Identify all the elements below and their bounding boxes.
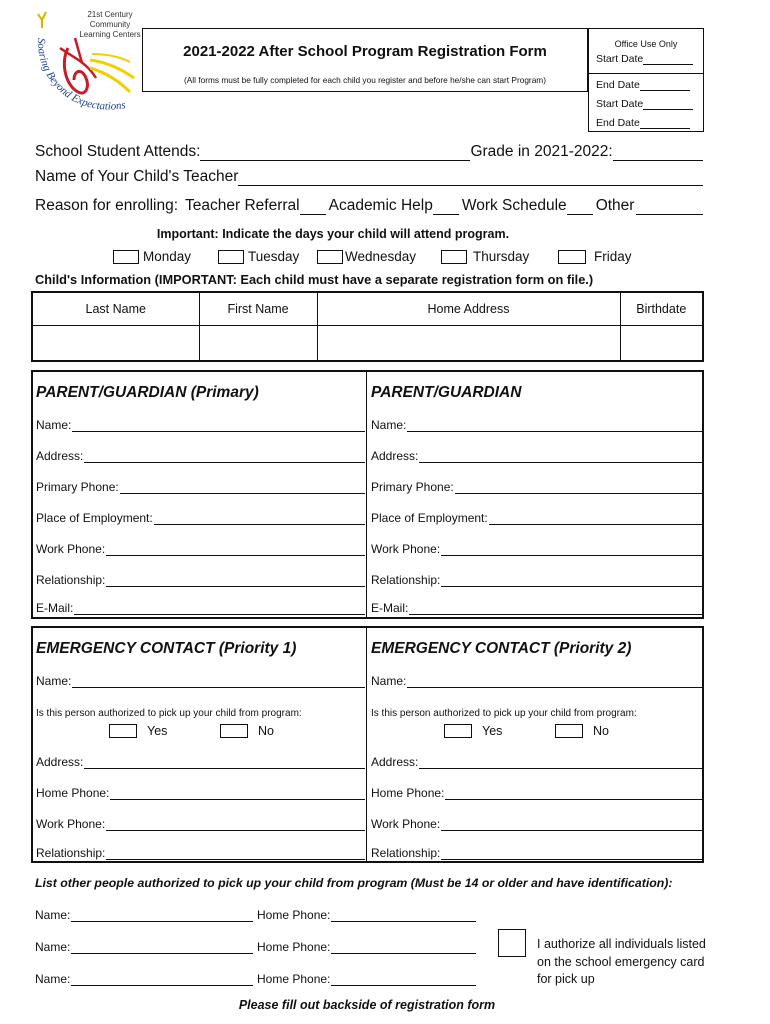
yes-checkbox[interactable] <box>444 724 472 738</box>
field-label: Primary Phone: <box>36 480 119 494</box>
field-underline[interactable] <box>441 544 703 556</box>
field-underline[interactable] <box>441 819 703 831</box>
field-underline[interactable] <box>106 575 365 587</box>
authorize-checkbox[interactable] <box>498 929 526 957</box>
field-label: Name: <box>35 972 71 986</box>
field-label: Name: <box>35 940 71 954</box>
field-label: Address: <box>371 755 419 769</box>
field-underline[interactable] <box>71 974 253 986</box>
thursday-checkbox[interactable] <box>441 250 467 264</box>
field-underline[interactable] <box>84 757 365 769</box>
day-monday[interactable] <box>113 249 191 264</box>
field-underline[interactable] <box>407 420 703 432</box>
parent-secondary-work-phone-field[interactable] <box>371 542 703 556</box>
day-label: Thursday <box>473 249 530 264</box>
parent-primary-work-phone-field[interactable] <box>36 542 365 556</box>
parent-primary-name-field[interactable] <box>36 418 365 432</box>
field-underline[interactable] <box>441 848 703 860</box>
other-person-2-name-field[interactable] <box>35 940 253 954</box>
emergency-1-title: EMERGENCY CONTACT (Priority 1) <box>36 640 297 657</box>
others-heading: List other people authorized to pick up your child from program (Must be 14 or older and have identification): <box>35 876 673 890</box>
field-label: Relationship: <box>371 846 441 860</box>
parent-primary-address-field[interactable] <box>36 449 365 463</box>
emergency-1-work-phone-field[interactable] <box>36 817 365 831</box>
field-label: Place of Employment: <box>371 511 488 525</box>
field-label: E-Mail: <box>36 601 74 615</box>
reason-work-schedule: Work Schedule <box>461 197 567 214</box>
parent-secondary-relationship-field[interactable] <box>371 573 703 587</box>
child-info-heading: Child's Information (IMPORTANT: Each child must have a separate registration form on file.) <box>35 272 594 287</box>
day-wednesday[interactable] <box>317 249 416 264</box>
friday-checkbox[interactable] <box>558 250 586 264</box>
emergency-contact-box <box>31 626 704 863</box>
no-label: No <box>258 724 274 738</box>
field-underline[interactable] <box>106 819 365 831</box>
emergency-2-relationship-field[interactable] <box>371 846 703 860</box>
school-label: School Student Attends: <box>35 143 201 160</box>
parent-primary-email-field[interactable] <box>36 601 365 615</box>
field-underline[interactable] <box>110 788 365 800</box>
reason-work-schedule-field[interactable] <box>567 199 593 215</box>
parent-secondary-name-field[interactable] <box>371 418 703 432</box>
field-label: Name: <box>371 418 407 432</box>
school-grade-row <box>35 143 703 161</box>
field-underline[interactable] <box>106 848 365 860</box>
no-label: No <box>593 724 609 738</box>
field-label: Relationship: <box>36 573 106 587</box>
field-underline[interactable] <box>154 513 365 525</box>
office-line-label: End Date <box>596 79 640 91</box>
col-home-address: Home Address <box>317 292 620 325</box>
emergency-2-name-field[interactable] <box>371 674 703 688</box>
day-tuesday[interactable] <box>218 249 299 264</box>
field-label: E-Mail: <box>371 601 409 615</box>
office-divider <box>589 73 703 74</box>
tuesday-checkbox[interactable] <box>218 250 244 264</box>
emergency-1-yes[interactable] <box>109 724 167 738</box>
col-first-name: First Name <box>199 292 317 325</box>
day-label: Tuesday <box>248 249 300 264</box>
emergency-2-work-phone-field[interactable] <box>371 817 703 831</box>
day-thursday[interactable] <box>441 249 529 264</box>
field-underline[interactable] <box>455 482 703 494</box>
parent-primary-employment-field[interactable] <box>36 511 365 525</box>
emergency-1-relationship-field[interactable] <box>36 846 365 860</box>
program-logo <box>30 8 142 124</box>
day-label: Wednesday <box>345 249 417 264</box>
other-person-3-name-field[interactable] <box>35 972 253 986</box>
emergency-1-name-field[interactable] <box>36 674 365 688</box>
logo-arc-text: Soaring Beyond Expectations <box>34 37 127 113</box>
other-person-1-name-field[interactable] <box>35 908 253 922</box>
emergency-1-address-field[interactable] <box>36 755 365 769</box>
reason-label: Reason for enrolling: <box>35 197 179 214</box>
other-person-3-phone-field[interactable] <box>257 972 476 986</box>
grade-field[interactable] <box>613 145 703 161</box>
parent-secondary-address-field[interactable] <box>371 449 703 463</box>
parent-guardian-box <box>31 370 704 619</box>
footer-note: Please fill out backside of registration form <box>238 998 496 1012</box>
field-underline[interactable] <box>331 910 476 922</box>
parent-secondary-primary-phone-field[interactable] <box>371 480 703 494</box>
reason-teacher-referral: Teacher Referral <box>185 197 300 214</box>
day-label: Friday <box>594 249 632 264</box>
field-label: Address: <box>36 755 84 769</box>
office-line-label: End Date <box>596 117 640 129</box>
field-underline[interactable] <box>331 974 476 986</box>
field-underline[interactable] <box>106 544 365 556</box>
parent-secondary-email-field[interactable] <box>371 601 703 615</box>
parent-secondary-title: PARENT/GUARDIAN <box>371 384 522 401</box>
emergency-2-authorized-question: Is this person authorized to pick up your child from program: <box>371 708 637 719</box>
reason-academic-help: Academic Help <box>328 197 433 214</box>
office-line-label: Start Date <box>596 98 644 110</box>
field-label: Work Phone: <box>371 817 441 831</box>
field-label: Home Phone: <box>257 940 331 954</box>
field-label: Home Phone: <box>257 908 331 922</box>
teacher-label: Name of Your Child's Teacher <box>35 168 239 185</box>
field-label: Place of Employment: <box>36 511 153 525</box>
emergency-2-home-phone-field[interactable] <box>371 786 703 800</box>
field-underline[interactable] <box>331 942 476 954</box>
no-checkbox[interactable] <box>220 724 248 738</box>
field-underline[interactable] <box>445 788 703 800</box>
last-name-cell[interactable] <box>32 325 199 361</box>
field-label: Name: <box>35 908 71 922</box>
emergency-1-home-phone-field[interactable] <box>36 786 365 800</box>
col-last-name: Last Name <box>32 292 199 325</box>
reason-other: Other <box>595 197 635 214</box>
emergency-1-authorized-question: Is this person authorized to pick up your child from program: <box>36 708 302 719</box>
form-title: 2021-2022 After School Program Registration Form <box>183 43 547 60</box>
field-underline[interactable] <box>72 420 365 432</box>
field-underline[interactable] <box>489 513 703 525</box>
emergency-1-no[interactable] <box>220 724 274 738</box>
form-subtitle: (All forms must be fully completed for each child you register and before he/she can start Program) <box>183 75 546 85</box>
teacher-row <box>35 168 703 186</box>
office-start-date-1[interactable] <box>596 53 693 65</box>
field-label: Relationship: <box>36 846 106 860</box>
school-field[interactable] <box>200 145 470 161</box>
field-underline[interactable] <box>441 575 703 587</box>
logo-line-2: Learning Centers <box>79 30 141 39</box>
days-instruction: Important: Indicate the days your child will attend program. <box>156 227 510 241</box>
field-label: Name: <box>36 418 72 432</box>
reason-row <box>35 197 703 215</box>
parent-primary-relationship-field[interactable] <box>36 573 365 587</box>
col-birthdate: Birthdate <box>620 292 703 325</box>
authorize-text: I authorize all individuals listed on the school emergency card for pick up <box>537 937 706 986</box>
reason-academic-help-field[interactable] <box>433 199 459 215</box>
field-underline[interactable] <box>419 757 703 769</box>
field-label: Name: <box>371 674 407 688</box>
child-info-table <box>31 291 704 362</box>
field-underline[interactable] <box>71 910 253 922</box>
emergency-divider <box>366 628 367 861</box>
field-label: Work Phone: <box>371 542 441 556</box>
field-label: Work Phone: <box>36 542 106 556</box>
field-underline[interactable] <box>419 451 703 463</box>
yes-checkbox[interactable] <box>109 724 137 738</box>
home-address-cell[interactable] <box>317 325 620 361</box>
table-row <box>32 325 703 361</box>
logo-line-1: 21st Century Community <box>87 10 133 29</box>
field-label: Address: <box>36 449 84 463</box>
office-end-date-2[interactable] <box>596 117 690 129</box>
parent-divider <box>366 372 367 617</box>
monday-checkbox[interactable] <box>113 250 139 264</box>
emergency-2-no[interactable] <box>555 724 609 738</box>
field-label: Primary Phone: <box>371 480 454 494</box>
field-label: Home Phone: <box>371 786 445 800</box>
title-box <box>142 28 588 92</box>
parent-secondary-employment-field[interactable] <box>371 511 703 525</box>
field-label: Home Phone: <box>257 972 331 986</box>
field-label: Work Phone: <box>36 817 106 831</box>
day-label: Monday <box>143 249 192 264</box>
emergency-2-title: EMERGENCY CONTACT (Priority 2) <box>371 640 632 657</box>
no-checkbox[interactable] <box>555 724 583 738</box>
yes-label: Yes <box>482 724 503 738</box>
field-underline[interactable] <box>71 942 253 954</box>
office-start-date-2[interactable] <box>596 98 693 110</box>
field-label: Home Phone: <box>36 786 110 800</box>
teacher-field[interactable] <box>238 170 703 186</box>
parent-primary-primary-phone-field[interactable] <box>36 480 365 494</box>
field-underline[interactable] <box>120 482 365 494</box>
other-person-2-phone-field[interactable] <box>257 940 476 954</box>
logo-top-text <box>70 10 150 40</box>
office-use-title: Office Use Only <box>614 39 678 49</box>
field-underline[interactable] <box>84 451 365 463</box>
office-line-label: Start Date <box>596 53 644 65</box>
reason-teacher-referral-field[interactable] <box>300 199 326 215</box>
emergency-2-yes[interactable] <box>444 724 502 738</box>
grade-label: Grade in 2021-2022: <box>470 143 613 160</box>
field-underline[interactable] <box>74 603 365 615</box>
office-use-box <box>588 28 704 132</box>
parent-primary-title: PARENT/GUARDIAN (Primary) <box>36 384 259 401</box>
first-name-cell[interactable] <box>199 325 317 361</box>
table-header-row <box>32 292 703 325</box>
reason-other-field[interactable] <box>636 199 703 215</box>
office-end-date-1[interactable] <box>596 79 690 91</box>
birthdate-cell[interactable] <box>620 325 703 361</box>
yes-label: Yes <box>147 724 168 738</box>
field-label: Relationship: <box>371 573 441 587</box>
day-friday[interactable] <box>558 249 632 264</box>
wednesday-checkbox[interactable] <box>317 250 343 264</box>
field-underline[interactable] <box>409 603 703 615</box>
other-person-1-phone-field[interactable] <box>257 908 476 922</box>
field-label: Name: <box>36 674 72 688</box>
emergency-2-address-field[interactable] <box>371 755 703 769</box>
field-label: Address: <box>371 449 419 463</box>
